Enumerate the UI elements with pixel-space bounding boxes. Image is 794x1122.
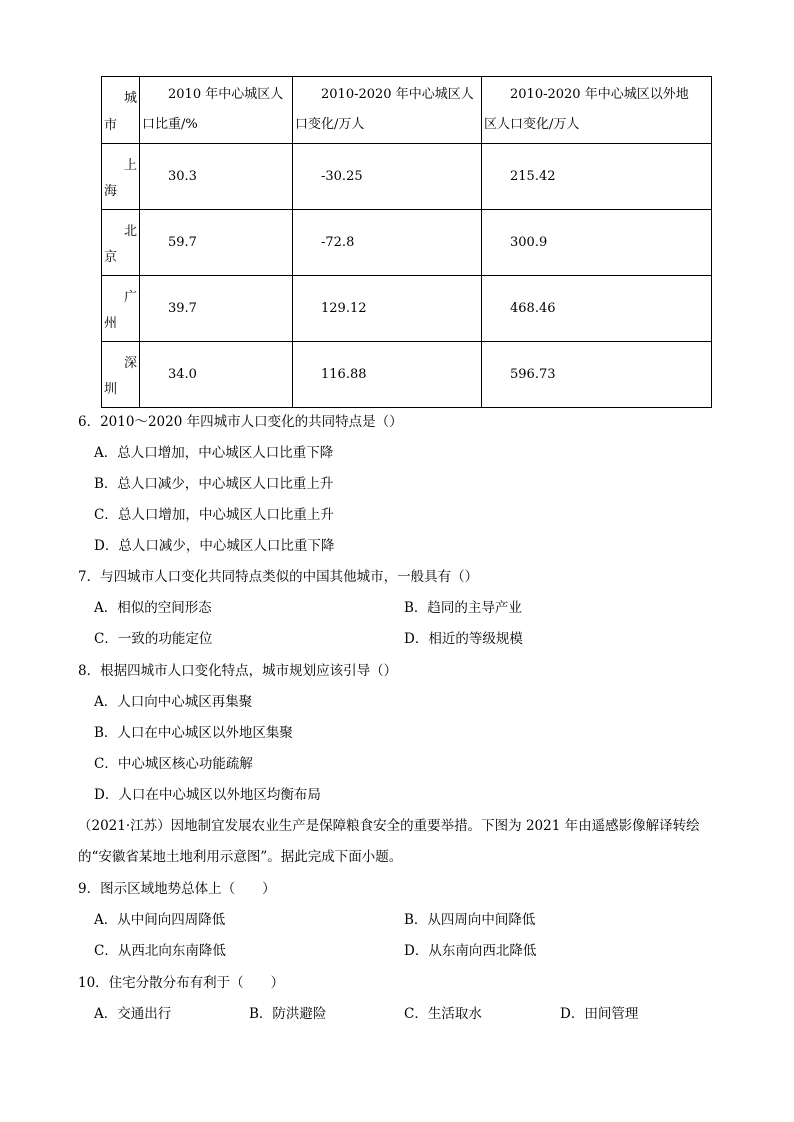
question-10-option-b[interactable]: B．防洪避险 <box>249 1006 327 1022</box>
population-table <box>101 76 712 408</box>
question-8-stem: 8．根据四城市人口变化特点，城市规划应该引导（） <box>78 663 398 679</box>
table-row: 北 京 59.7 -72.8 300.9 <box>102 210 712 276</box>
question-7-option-c[interactable]: C．一致的功能定位 <box>94 631 213 647</box>
question-8-option-b[interactable]: B．人口在中心城区以外地区集聚 <box>94 725 293 741</box>
question-6-option-c[interactable]: C．总人口增加，中心城区人口比重上升 <box>94 507 334 523</box>
question-group-intro: （2021·江苏）因地制宜发展农业生产是保障粮食安全的重要举措。下图为 2021 年由遥感影像解译转绘的“安徽省某地土地利用示意图”。据此完成下面小题。 <box>78 818 700 865</box>
question-6-option-b[interactable]: B．总人口减少，中心城区人口比重上升 <box>94 476 334 492</box>
question-7-option-a[interactable]: A．相似的空间形态 <box>94 600 212 616</box>
table-row: 上 海 30.3 -30.25 215.42 <box>102 144 712 210</box>
question-9-option-d[interactable]: D．从东南向西北降低 <box>404 943 537 959</box>
header-central-change: 2010-2020 年中心城区人 口变化/万人 <box>293 77 482 144</box>
question-6-option-a[interactable]: A．总人口增加，中心城区人口比重下降 <box>94 445 334 461</box>
header-city-line1: 城 <box>123 91 137 106</box>
question-6-option-d[interactable]: D．总人口减少，中心城区人口比重下降 <box>94 538 335 554</box>
table-header-row <box>102 77 712 144</box>
question-8-option-a[interactable]: A．人口向中心城区再集聚 <box>94 694 253 710</box>
question-7-option-b[interactable]: B．趋同的主导产业 <box>404 600 522 616</box>
question-8-option-d[interactable]: D．人口在中心城区以外地区均衡布局 <box>94 787 321 803</box>
table-row: 广 州 39.7 129.12 468.46 <box>102 276 712 342</box>
question-9-option-a[interactable]: A．从中间向四周降低 <box>94 912 226 928</box>
question-10-option-d[interactable]: D．田间管理 <box>560 1006 639 1022</box>
question-9-option-c[interactable]: C．从西北向东南降低 <box>94 943 226 959</box>
question-10-option-a[interactable]: A．交通出行 <box>94 1006 172 1022</box>
question-9-option-b[interactable]: B．从四周向中间降低 <box>404 912 536 928</box>
question-6-stem: 6．2010～2020 年四城市人口变化的共同特点是（） <box>78 414 403 430</box>
question-10-stem: 10．住宅分散分布有利于（ ） <box>78 975 285 991</box>
question-9-stem: 9．图示区域地势总体上（ ） <box>78 881 276 897</box>
question-10-option-c[interactable]: C．生活取水 <box>404 1006 482 1022</box>
question-7-option-d[interactable]: D．相近的等级规模 <box>404 631 523 647</box>
header-city-line2: 市 <box>104 118 118 133</box>
header-city <box>102 77 140 144</box>
question-7-stem: 7．与四城市人口变化共同特点类似的中国其他城市，一般具有（） <box>78 569 479 585</box>
header-central-share: 2010 年中心城区人 口比重/% <box>140 77 293 144</box>
header-outer-change: 2010-2020 年中心城区以外地 区人口变化/万人 <box>482 77 712 144</box>
question-8-option-c[interactable]: C．中心城区核心功能疏解 <box>94 756 253 772</box>
table-row: 深 圳 34.0 116.88 596.73 <box>102 342 712 408</box>
